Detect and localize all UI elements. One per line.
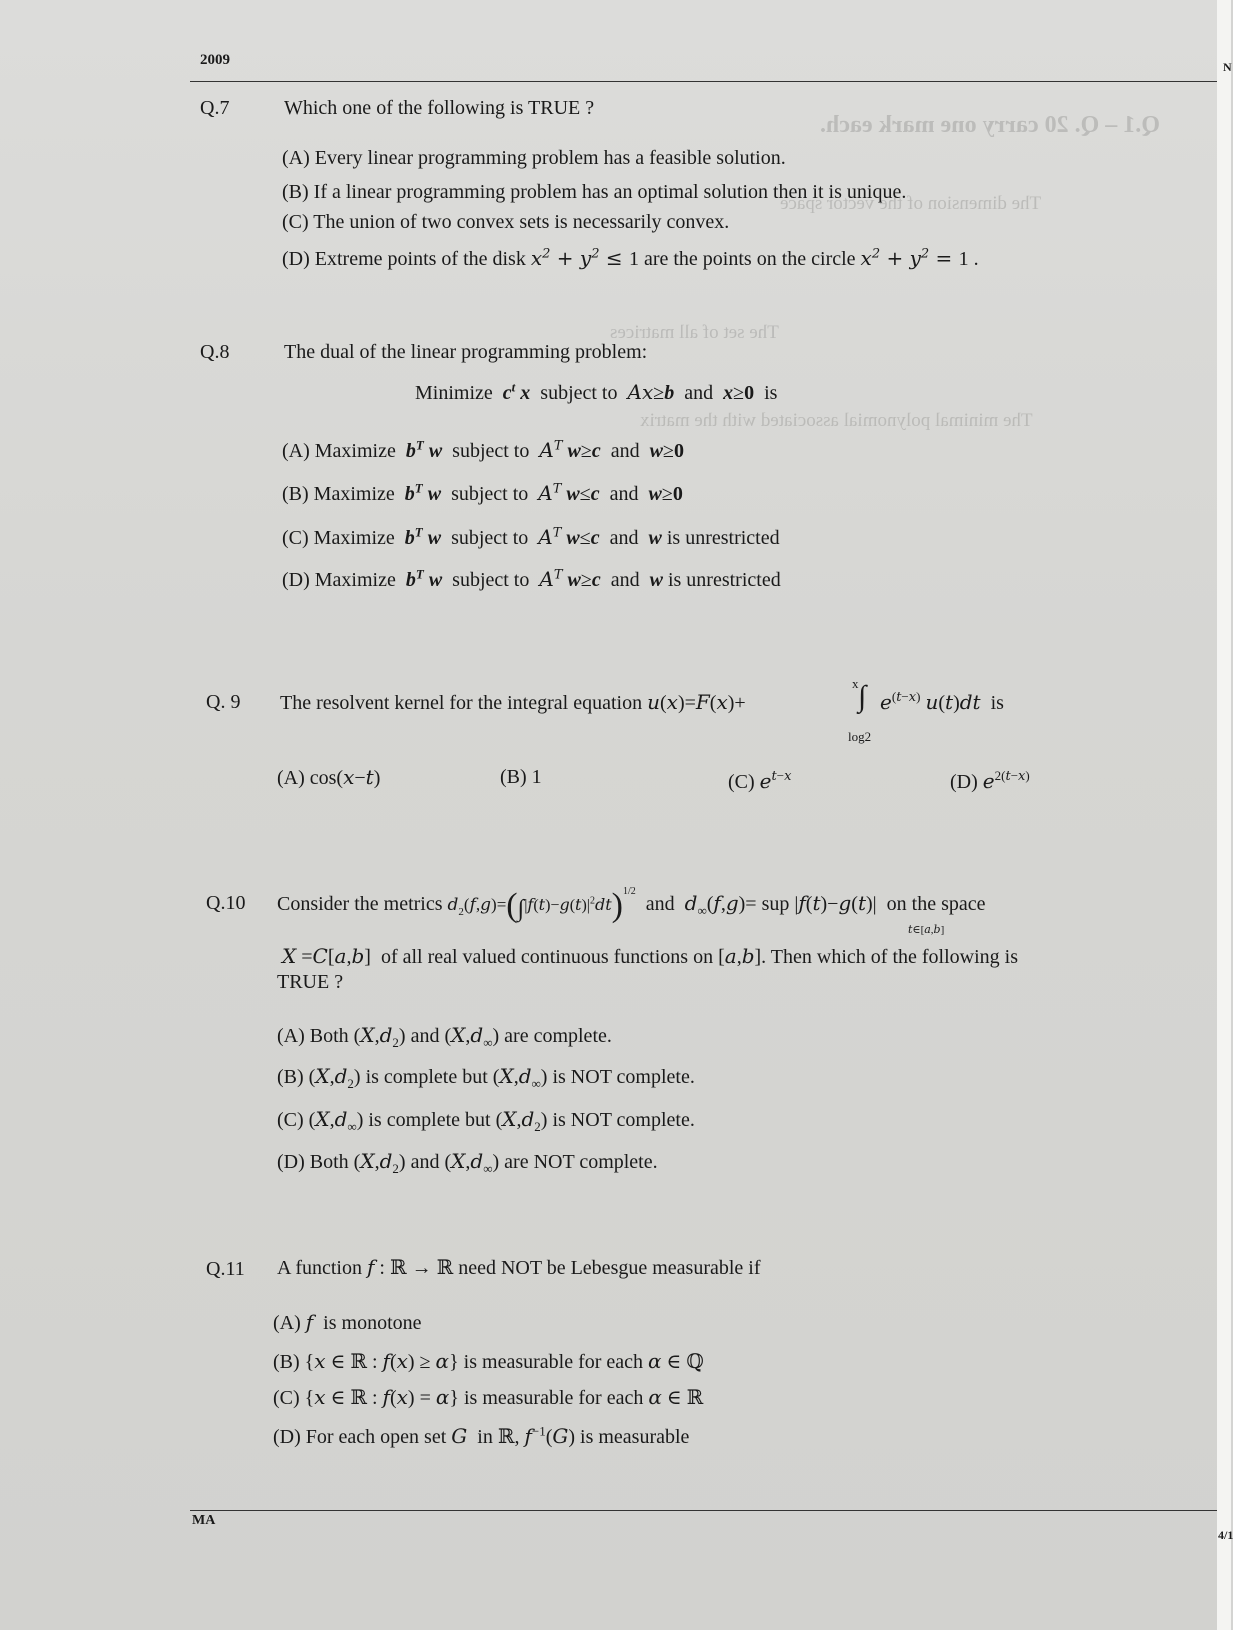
- footer-rule: [190, 1510, 1217, 1511]
- option-c: (C) Maximize $b^T$ w subject to $A^T$ w≤c and w is unrestricted: [282, 524, 780, 549]
- option-c: (C) The union of two convex sets is necessarily convex.: [282, 211, 730, 233]
- question-stem: The dual of the linear programming problem:: [284, 341, 648, 363]
- option-b: (B) $(X,d_2)$ is complete but $(X,d_\infty)$ is NOT complete.: [277, 1064, 695, 1091]
- option-b: (B) If a linear programming problem has an optimal solution then it is unique.: [282, 181, 907, 203]
- option-b: (B) {x ∈ ℝ : f(x) ≥ α} is measurable for each α ∈ ℚ: [273, 1349, 704, 1373]
- option-a: (A) Both $(X,d_2)$ and $(X,d_\infty)$ are complete.: [277, 1023, 612, 1050]
- question-stem: TRUE ?: [277, 971, 344, 993]
- option-d: (D) Maximize $b^T$ w subject to $A^T$ w≥c and w is unrestricted: [282, 566, 781, 591]
- integral-body: $e^{(t-x)}$ u(t)dt is: [880, 689, 1004, 714]
- option-d: (D) For each open set G in ℝ, $f^{-1}(G)$ is measurable: [273, 1423, 690, 1448]
- option-c: (C) $(X,d_\infty)$ is complete but $(X,d_2)$ is NOT complete.: [277, 1107, 695, 1134]
- page-edge: [1217, 0, 1231, 1630]
- question-stem: Which one of the following is TRUE ?: [284, 97, 595, 119]
- edge-mark: N: [1223, 60, 1232, 74]
- option-d: (D) Extreme points of the disk $x^2 + y^2 \le 1$ are the points on the circle $x^2 + y^2 = 1$ .: [282, 246, 979, 270]
- option-b: (B) 1: [500, 766, 542, 788]
- option-a: (A) Maximize $b^T$ w subject to $A^T$ w≥c and w≥0: [282, 437, 684, 462]
- option-a: (A) cos(x−t): [277, 765, 381, 789]
- question-stem: X =C[a,b] of all real valued continuous functions on [a,b]. Then which of the following is: [282, 944, 1018, 968]
- question-number: Q.11: [206, 1258, 245, 1280]
- bleed-line: The minimal polynomial associated with the matrix: [640, 410, 1033, 431]
- bleed-line: The set of all matrices: [610, 322, 779, 343]
- bleed-heading: Q.1 – Q. 20 carry one mark each.: [820, 112, 1160, 138]
- header-rule: [190, 81, 1217, 82]
- question-stem: Consider the metrics $d_2(f,g)=(\int|f(t)-g(t)|^2dt)^{1/2}$ and $d_\infty(f,g)=$ sup |f(t)−g(t)| on the space: [277, 886, 986, 924]
- question-stem: The resolvent kernel for the integral equation u(x)=F(x)+: [280, 690, 746, 714]
- question-number: Q.8: [200, 341, 230, 363]
- question-number: Q.7: [200, 97, 230, 119]
- footer-page: 4/1: [1218, 1528, 1233, 1542]
- option-c: (C) {x ∈ ℝ : f(x) = α} is measurable for each α ∈ ℝ: [273, 1385, 704, 1409]
- footer-code: MA: [192, 1513, 216, 1528]
- option-a: (A) Every linear programming problem has a feasible solution.: [282, 147, 786, 169]
- integral-upper-limit: x: [852, 676, 859, 691]
- option-a: (A) f is monotone: [273, 1310, 422, 1334]
- sup-subscript: t∈[a,b]: [908, 923, 945, 936]
- question-number: Q. 9: [206, 691, 241, 713]
- bleed-line: The dimension of the vector space: [780, 193, 1042, 214]
- option-b: (B) Maximize $b^T$ w subject to $A^T$ w≤c and w≥0: [282, 480, 683, 505]
- primal-problem: Minimize $c^t$ x subject to Ax≥b and x≥0 is: [415, 379, 778, 404]
- question-stem: A function f : ℝ → ℝ need NOT be Lebesgue measurable if: [277, 1255, 761, 1279]
- option-c: (C) $e^{t-x}$: [728, 768, 792, 793]
- option-d: (D) $e^{2(t-x)}$: [950, 768, 1030, 793]
- header-year: 2009: [200, 52, 230, 68]
- option-d: (D) Both $(X,d_2)$ and $(X,d_\infty)$ are NOT complete.: [277, 1149, 658, 1176]
- integral-lower-limit: log2: [848, 729, 872, 744]
- question-number: Q.10: [206, 892, 246, 914]
- integral-sign: ∫: [858, 680, 867, 713]
